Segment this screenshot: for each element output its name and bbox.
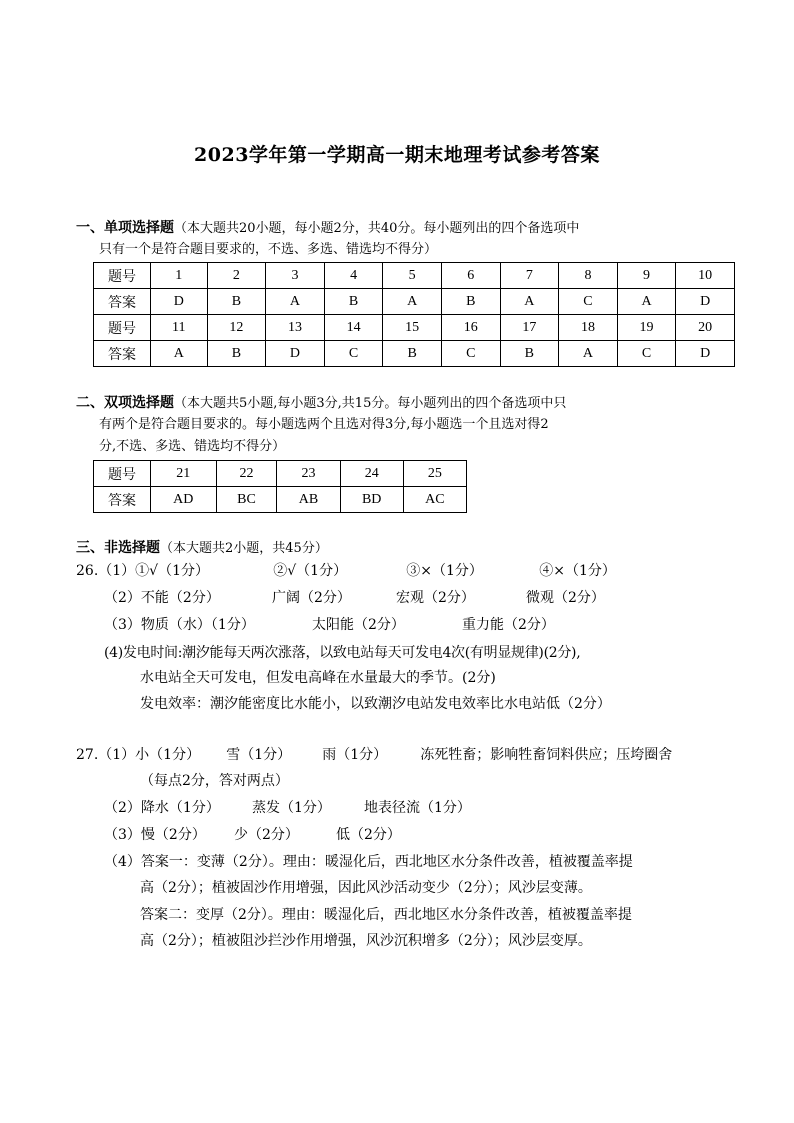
answer-cell: D [151,289,208,315]
q27-part4-line4: 高（2分）；植被阻沙拦沙作用增强，风沙沉积增多（2分）；风沙层变厚。 [140,933,592,949]
q26-part4-line2: 水电站全天可发电，但发电高峰在水量最大的季节。(2分) [140,670,496,686]
q27-part1 [76,745,672,765]
section2-answer-table [93,460,467,513]
question-number: 14 [324,315,383,341]
q26-2-c: 宏观（2分） [396,590,475,606]
section2-intro [76,393,566,414]
question-number: 20 [676,315,735,341]
question-number: 16 [441,315,500,341]
section3-intro [76,538,328,559]
question-number: 12 [207,315,266,341]
q26-part4-line3: 发电效率：潮汐能密度比水能小，以致潮汐电站发电效率比水电站低（2分） [140,696,611,712]
q26-1-b: ②√（1分） [273,563,348,579]
table-row [94,263,735,289]
row-label-answer: 答案 [94,341,151,367]
answer-cell: B [207,341,266,367]
section2-heading: 二、双项选择题 [76,395,174,411]
q27-2-b: 蒸发（1分） [252,800,331,816]
answer-cell: A [617,289,676,315]
answer-cell: AD [151,487,217,513]
question-number: 19 [617,315,676,341]
answer-cell: B [441,289,500,315]
answer-cell: B [383,341,442,367]
table-row [94,315,735,341]
question-number: 8 [559,263,618,289]
answer-cell: BD [340,487,403,513]
answer-cell: A [266,289,325,315]
section1-intro [76,218,579,239]
section1-desc-2: 只有一个是符合题目要求的，不选、多选、错选均不得分） [99,242,438,257]
row-label-question: 题号 [94,315,151,341]
row-label-answer: 答案 [94,487,151,513]
answer-cell: C [617,341,676,367]
answer-cell: D [676,341,735,367]
q27-1-a: （1）小（1分） [98,747,201,763]
question-number: 21 [151,461,217,487]
answer-cell: BC [216,487,277,513]
q27-1-c: 雨（1分） [322,747,388,763]
answer-cell: D [676,289,735,315]
q27-3-c: 低（2分） [336,827,401,843]
question-number: 3 [266,263,325,289]
q27-2-a: （2）降水（1分） [104,800,220,816]
page-title: 2023学年第一学期高一期末地理考试参考答案 [194,144,600,166]
section1-answer-table [93,262,735,367]
q26-2-d: 微观（2分） [526,590,605,606]
q27-3-b: 少（2分） [234,827,299,843]
question-number: 22 [216,461,277,487]
q26-part3 [104,615,555,635]
section3-desc: （本大题共2小题，共45分） [160,541,328,556]
answer-cell: AB [277,487,340,513]
q26-part1 [76,561,616,581]
section1-desc-1: （本大题共20小题，每小题2分，共40分。每小题列出的四个备选项中 [174,221,580,236]
q26-2-b: 广阔（2分） [272,590,351,606]
q27-part4-line3: 答案二：变厚（2分）。理由：暖湿化后，西北地区水分条件改善，植被覆盖率提 [140,907,632,923]
answer-cell: A [383,289,442,315]
q26-3-c: 重力能（2分） [462,617,555,633]
answer-cell: A [559,341,618,367]
question-number: 10 [676,263,735,289]
answer-cell: C [441,341,500,367]
answer-cell: B [500,341,559,367]
q27-2-c: 地表径流（1分） [364,800,471,816]
q26-1-a: （1）①√（1分） [98,563,210,579]
section1-heading: 一、单项选择题 [76,220,174,236]
table-row [94,341,735,367]
table-row [94,289,735,315]
answer-cell: AC [403,487,466,513]
q27-part4-line1: （4）答案一：变薄（2分）。理由：暖湿化后，西北地区水分条件改善，植被覆盖率提 [104,854,633,870]
question-number: 6 [441,263,500,289]
q27-part1-line2: （每点2分，答对两点） [140,773,289,789]
answer-cell: D [266,341,325,367]
question-number: 18 [559,315,618,341]
question-number: 7 [500,263,559,289]
question-number: 11 [151,315,208,341]
q26-3-b: 太阳能（2分） [312,617,405,633]
q26-3-a: （3）物质（水）（1分） [104,617,255,633]
answer-cell: A [151,341,208,367]
question-number: 13 [266,315,325,341]
question-number: 5 [383,263,442,289]
question-number: 15 [383,315,442,341]
table-row [94,487,467,513]
q27-part2 [104,798,471,818]
answer-cell: B [324,289,383,315]
q27-part3 [104,825,401,845]
q26-part4-line1: (4)发电时间:潮汐能每天两次涨落，以致电站每天可发电4次(有明显规律)(2分), [104,645,581,661]
question-number: 24 [340,461,403,487]
section2-desc-1: （本大题共5小题,每小题3分,共15分。每小题列出的四个备选项中只 [174,396,567,411]
question-number: 4 [324,263,383,289]
answer-cell: A [500,289,559,315]
answer-cell: C [324,341,383,367]
q26-1-c: ③×（1分） [406,563,483,579]
section2-desc-2: 有两个是符合题目要求的。每小题选两个且选对得3分,每小题选一个且选对得2 [99,417,549,432]
question-number: 9 [617,263,676,289]
question-number: 2 [207,263,266,289]
q26-part2 [104,588,605,608]
q26-2-a: （2）不能（2分） [104,590,220,606]
question-number: 1 [151,263,208,289]
row-label-answer: 答案 [94,289,151,315]
answer-cell: B [207,289,266,315]
row-label-question: 题号 [94,461,151,487]
q27-1-d: 冻死牲畜；影响牲畜饲料供应；压垮圈舍 [420,747,673,763]
row-label-question: 题号 [94,263,151,289]
table-row [94,461,467,487]
q27-3-a: （3）慢（2分） [104,827,206,843]
section2-desc-3: 分,不选、多选、错选均不得分） [99,439,286,454]
q27-part4-line2: 高（2分）；植被固沙作用增强，因此风沙活动变少（2分）；风沙层变薄。 [140,880,592,896]
q26-1-d: ④×（1分） [539,563,616,579]
section3-heading: 三、非选择题 [76,540,160,556]
q27-1-b: 雪（1分） [226,747,292,763]
answer-cell: C [559,289,618,315]
question-number: 25 [403,461,466,487]
q27-number: 27. [76,747,99,763]
question-number: 23 [277,461,340,487]
question-number: 17 [500,315,559,341]
q26-number: 26. [76,563,99,579]
